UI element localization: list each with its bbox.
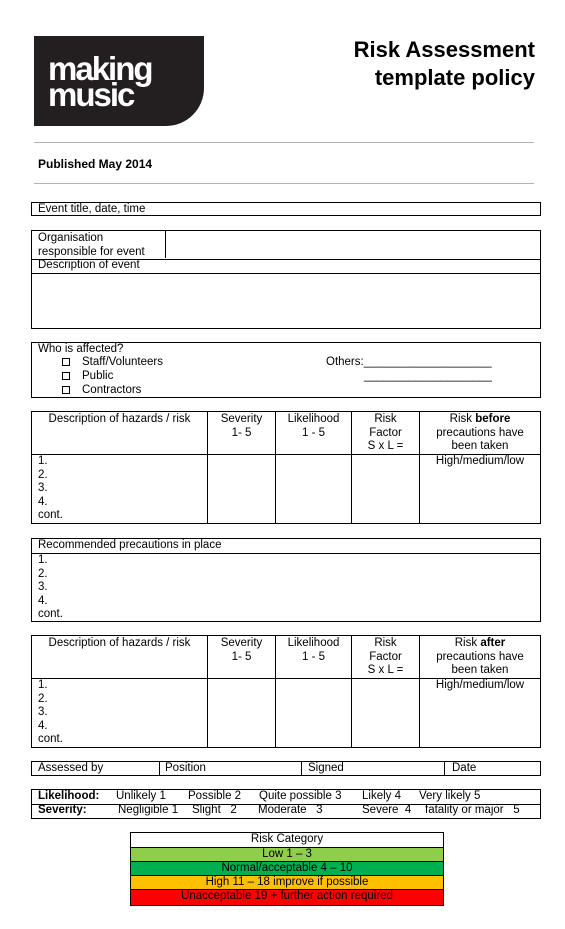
header-severity: Severity 1- 5: [220, 637, 263, 663]
divider-top: [34, 142, 534, 143]
column-divider: [444, 762, 445, 775]
hazard-row-numbers[interactable]: 1. 2. 3. 4. cont.: [38, 679, 63, 745]
severity-4: Severe 4: [362, 804, 412, 816]
risk-category-legend: [130, 832, 444, 906]
event-title-label: Event title, date, time: [38, 203, 146, 215]
organisation-label: Organisation responsible for event: [38, 232, 145, 258]
date-field[interactable]: Date: [452, 762, 477, 774]
risk-rating-after[interactable]: High/medium/low: [435, 679, 525, 691]
checkbox-icon: [62, 386, 70, 394]
precautions-block: [31, 538, 541, 622]
header-risk-factor: Risk Factor S x L =: [367, 413, 404, 452]
likelihood-label: Likelihood:: [38, 790, 100, 802]
header-risk-after: Risk after precautions have been taken: [436, 637, 524, 676]
organisation-field[interactable]: [166, 231, 541, 259]
organisation-block: [31, 230, 541, 329]
hazards-table-before: [31, 411, 541, 524]
who-affected-label: Who is affected?: [38, 343, 124, 355]
signed-field[interactable]: Signed: [308, 762, 344, 774]
checkbox-public[interactable]: Public: [62, 370, 113, 384]
signoff-row: [31, 761, 541, 776]
checkbox-icon: [62, 372, 70, 380]
severity-1: Negligible 1: [118, 804, 179, 816]
risk-category-low: Low 1 – 3: [131, 847, 443, 861]
who-affected-block: [31, 342, 541, 398]
precautions-label: Recommended precautions in place: [38, 539, 222, 551]
scale-block: [31, 789, 541, 819]
published-date: Published May 2014: [38, 157, 153, 171]
risk-rating-before[interactable]: High/medium/low: [435, 455, 525, 467]
severity-2: Slight 2: [192, 804, 237, 816]
assessed-by-field[interactable]: Assessed by: [38, 762, 104, 774]
likelihood-1: Unlikely 1: [116, 790, 166, 802]
risk-category-high: High 11 – 18 improve if possible: [131, 875, 443, 889]
header-likelihood: Likelihood 1 - 5: [287, 637, 340, 663]
precautions-rows[interactable]: 1. 2. 3. 4. cont.: [38, 554, 63, 620]
likelihood-3: Quite possible 3: [259, 790, 342, 802]
hazards-table-after: [31, 635, 541, 748]
event-title-field[interactable]: [31, 202, 541, 216]
position-field[interactable]: Position: [165, 762, 206, 774]
severity-label: Severity:: [38, 804, 87, 816]
header-risk-factor: Risk Factor S x L =: [367, 637, 404, 676]
checkbox-staff[interactable]: Staff/Volunteers: [62, 356, 163, 370]
description-field[interactable]: [32, 274, 540, 328]
risk-category-normal: Normal/acceptable 4 – 10: [131, 861, 443, 875]
header-hazards: Description of hazards / risk: [48, 413, 191, 425]
likelihood-4: Likely 4: [362, 790, 401, 802]
risk-category-unacceptable: Unacceptable 19 + further action required: [131, 889, 443, 905]
column-divider: [301, 762, 302, 775]
checkbox-icon: [62, 358, 70, 366]
hazard-row-numbers[interactable]: 1. 2. 3. 4. cont.: [38, 455, 63, 521]
making-music-logo: [34, 36, 204, 126]
row-divider: [32, 553, 540, 554]
column-divider: [159, 762, 160, 775]
checkbox-contractors[interactable]: Contractors: [62, 384, 141, 398]
description-label: Description of event: [38, 259, 140, 271]
document-title: Risk Assessment template policy: [353, 37, 535, 90]
others-field[interactable]: Others:____________________: [326, 356, 492, 368]
header-hazards: Description of hazards / risk: [48, 637, 191, 649]
header-likelihood: Likelihood 1 - 5: [287, 413, 340, 439]
likelihood-2: Possible 2: [188, 790, 242, 802]
logo-wordmark: making music: [48, 50, 152, 113]
severity-5: fatality or major 5: [425, 804, 520, 816]
divider-bottom: [34, 183, 534, 184]
risk-category-title: Risk Category: [250, 833, 324, 845]
severity-3: Moderate 3: [258, 804, 323, 816]
others-field-line2[interactable]: ____________________: [364, 370, 492, 382]
likelihood-5: Very likely 5: [419, 790, 481, 802]
header-severity: Severity 1- 5: [220, 413, 263, 439]
header-risk-before: Risk before precautions have been taken: [436, 413, 524, 452]
